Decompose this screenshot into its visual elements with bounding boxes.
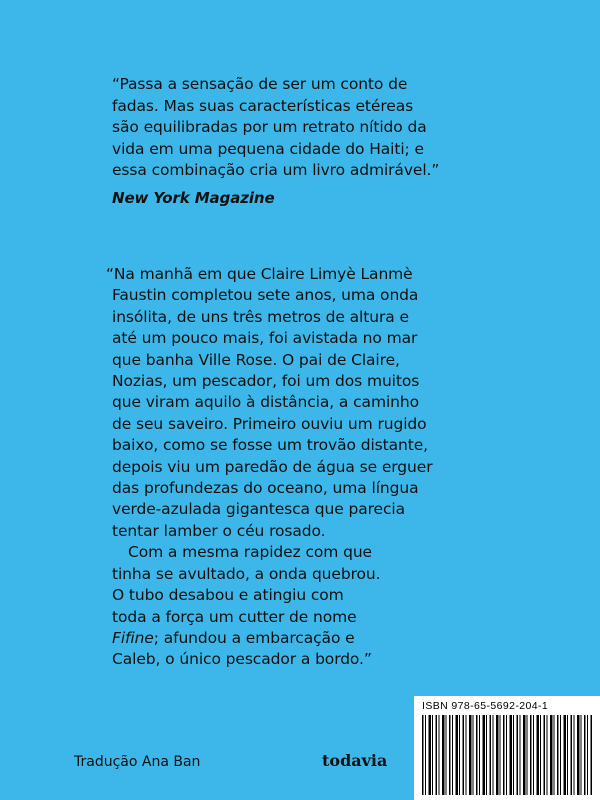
- isbn-barcode: [414, 696, 600, 800]
- isbn-number: ISBN 978-65-5692-204-1: [422, 700, 549, 712]
- excerpt-line: “Na manhã em que Claire Limyè Lanmè: [106, 265, 413, 283]
- excerpt-line: depois viu um paredão de água se erguer: [112, 457, 433, 476]
- excerpt-line: insólita, de uns três metros de altura e: [112, 307, 409, 326]
- boat-name: Fifine: [112, 628, 154, 647]
- excerpt-line: Caleb, o único pescador a bordo.”: [112, 650, 372, 669]
- excerpt-line: [106, 628, 486, 649]
- blurb-line: são equilibradas por um retrato nítido da: [112, 118, 427, 137]
- excerpt-line: verde-azulada gigantesca que parecia: [112, 500, 406, 519]
- excerpt-line: Com a mesma rapidez com que: [128, 543, 372, 562]
- excerpt-line: Faustin completou sete anos, uma onda: [112, 286, 419, 305]
- excerpt-line: O tubo desabou e atingiu com: [112, 586, 344, 605]
- translator-credit: Tradução Ana Ban: [74, 754, 201, 770]
- blurb-line: “Passa a sensação de ser um conto de: [112, 75, 408, 93]
- excerpt-line: baixo, como se fosse um trovão distante,: [112, 436, 428, 455]
- excerpt-line: de seu saveiro. Primeiro ouviu um rugido: [112, 414, 427, 433]
- blurb-source: New York Magazine: [112, 188, 275, 207]
- publisher-logo: todavia: [322, 751, 388, 770]
- blurb-line: fadas. Mas suas características etéreas: [112, 96, 414, 115]
- review-blurb: [112, 74, 492, 210]
- boat-suffix: ; afundou a embarcação e: [153, 628, 355, 647]
- blurb-line: vida em uma pequena cidade do Haiti; e: [112, 139, 424, 158]
- excerpt-line: tentar lamber o céu rosado.: [112, 521, 326, 540]
- book-excerpt: [106, 264, 486, 671]
- barcode-bars: [422, 715, 592, 795]
- blurb-line: essa combinação cria um livro admirável.”: [112, 161, 440, 180]
- excerpt-line: das profundezas do oceano, uma língua: [112, 479, 419, 498]
- excerpt-line: que viram aquilo à distância, a caminho: [112, 393, 419, 412]
- excerpt-line: até um pouco mais, foi avistada no mar: [112, 329, 418, 348]
- excerpt-line: tinha se avultado, a onda quebrou.: [112, 564, 381, 583]
- excerpt-line: Nozias, um pescador, foi um dos muitos: [112, 372, 420, 391]
- excerpt-line: que banha Ville Rose. O pai de Claire,: [112, 350, 400, 369]
- excerpt-line: toda a força um cutter de nome: [112, 607, 357, 626]
